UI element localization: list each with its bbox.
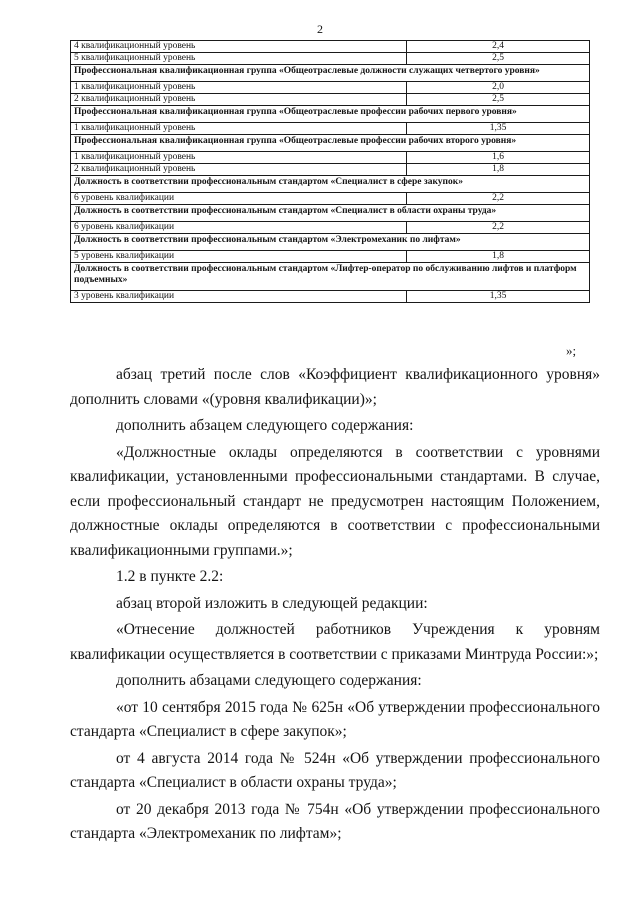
paragraph: «Отнесение должностей работников Учреждения к уровням квалификации осуществляется в соответствии с приказами Минтруда России:»; [70,621,600,663]
level-label: 5 уровень квалификации [71,251,407,263]
coefficient-value: 2,0 [407,82,590,94]
table-row [71,222,590,234]
group-title: Должность в соответствии профессиональным стандартом «Специалист в сфере закупок» [71,176,590,193]
coefficient-value: 1,35 [407,291,590,303]
group-title: Профессиональная квалификационная группа «Общеотраслевые должности служащих четвертого уровня» [71,65,590,82]
paragraph: «от 10 сентября 2015 года № 625н «Об утверждении профессионального стандарта «Специалист в сфере закупок»; [70,698,600,740]
level-label: 5 квалификационный уровень [71,53,407,65]
paragraph: от 4 августа 2014 года № 524н «Об утверждении профессионального стандарта «Специалист в области охраны труда»; [70,749,600,791]
table-row [71,152,590,164]
paragraph: дополнить абзацем следующего содержания: [116,417,414,434]
coefficient-value: 2,2 [407,222,590,234]
table-row [71,193,590,205]
paragraph: абзац второй изложить в следующей редакции: [116,594,428,612]
level-label: 2 квалификационный уровень [71,164,407,176]
table-group-header [71,205,590,222]
document-body [70,363,600,849]
table-group-header [71,234,590,251]
group-title: Должность в соответствии профессиональным стандартом «Специалист в области охраны труда» [71,205,590,222]
table-row [71,41,590,53]
level-label: 2 квалификационный уровень [71,94,407,106]
table-group-header [71,176,590,193]
group-title: Должность в соответствии профессиональным стандартом «Лифтер-оператор по обслуживанию лифтов и платформ подъемных» [71,263,590,291]
level-label: 3 уровень квалификации [71,291,407,303]
page-number: 2 [317,22,323,36]
paragraph: от 20 декабря 2013 года № 754н «Об утверждении профессионального стандарта «Электромеханик по лифтам»; [70,800,600,842]
table-row [71,123,590,135]
paragraph: 1.2 в пункте 2.2: [116,568,224,585]
group-title: Должность в соответствии профессиональным стандартом «Электромеханик по лифтам» [71,234,590,251]
table-row [71,53,590,65]
coefficient-value: 1,6 [407,152,590,164]
group-title: Профессиональная квалификационная группа «Общеотраслевые профессии рабочих второго уровня» [71,135,590,152]
coefficient-value: 2,4 [407,41,590,53]
table-row [71,251,590,263]
level-label: 1 квалификационный уровень [71,123,407,135]
table-group-header [71,106,590,123]
table-row [71,94,590,106]
coefficient-value: 2,5 [407,94,590,106]
coefficient-value: 1,35 [407,123,590,135]
table-row [71,82,590,94]
level-label: 4 квалификационный уровень [71,41,407,53]
coefficient-value: 1,8 [407,251,590,263]
table-row [71,164,590,176]
group-title: Профессиональная квалификационная группа «Общеотраслевые профессии рабочих первого уровня» [71,106,590,123]
level-label: 1 квалификационный уровень [71,82,407,94]
paragraph: абзац третий после слов «Коэффициент квалификационного уровня» дополнить словами «(уровня квалификации)»; [70,366,600,408]
table-group-header [71,135,590,152]
table-group-header [71,263,590,291]
level-label: 6 уровень квалификации [71,222,407,234]
qualification-coefficients-table [70,40,590,303]
paragraph: дополнить абзацами следующего содержания: [116,672,422,689]
table-row [71,291,590,303]
coefficient-value: 2,2 [407,193,590,205]
table-closing-quote: »; [566,343,577,358]
table-group-header [71,65,590,82]
paragraph: «Должностные оклады определяются в соответствии с уровнями квалификации, установленными профессиональными стандартами. В случае, если профессиональный стандарт не предусмотрен настоящим Положением, должностные оклады определяются в соответствии с профессиональными квалификационными группами.»; [70,443,600,559]
coefficient-value: 1,8 [407,164,590,176]
level-label: 1 квалификационный уровень [71,152,407,164]
level-label: 6 уровень квалификации [71,193,407,205]
coefficient-value: 2,5 [407,53,590,65]
